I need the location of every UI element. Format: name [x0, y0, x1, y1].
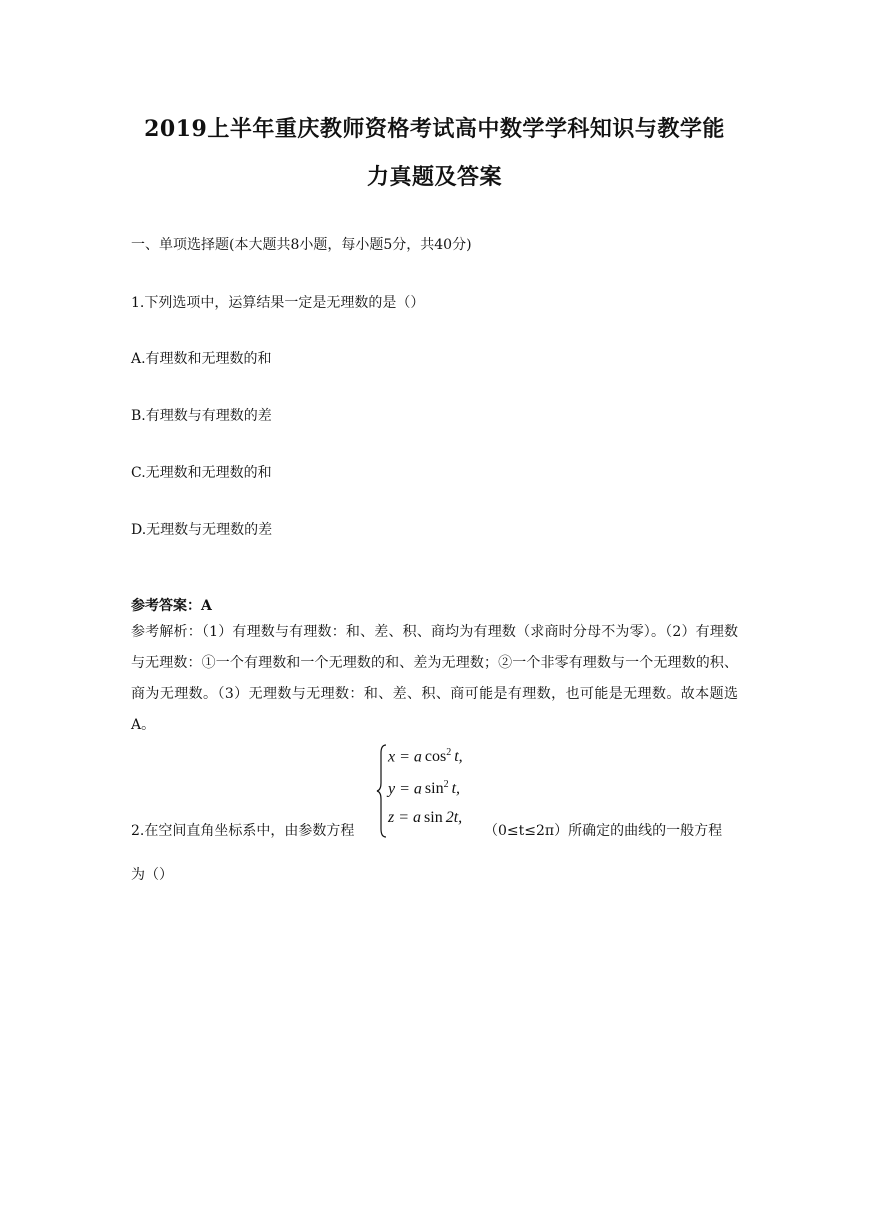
question-2-stem-after: （0≤t≤2π）所确定的曲线的一般方程	[484, 823, 723, 839]
question-1-option-c: C.无理数和无理数的和	[131, 465, 272, 481]
left-brace-icon	[376, 743, 388, 839]
document-title-line-1: 2019上半年重庆教师资格考试高中数学学科知识与教学能	[144, 116, 725, 142]
document-title-line-2: 力真题及答案	[366, 164, 502, 190]
equation-row-y: y = a $\sin^2 t$,	[388, 779, 461, 798]
parametric-equation-system	[376, 743, 476, 839]
question-1-option-b: B.有理数与有理数的差	[131, 408, 272, 424]
question-1-explanation: 参考解析：（1）有理数与有理数：和、差、积、商均为有理数（求商时分母不为零）。（2）有理数与无理数：①一个有理数和一个无理数的和、差为无理数；②一个非零有理数与一个无理数的积、商为无理数。（3）无理数与无理数：和、差、积、商可能是有理数，也可能是无理数。故本题选A。	[131, 624, 738, 733]
question-1-answer: 参考答案：A	[131, 598, 212, 614]
question-1-option-a: A.有理数和无理数的和	[131, 351, 272, 367]
question-2-stem-before: 2.在空间直角坐标系中，由参数方程	[131, 823, 355, 839]
equation-row-z: z = a sin 2t,	[388, 809, 463, 826]
section-heading: 一、单项选择题(本大题共8小题，每小题5分，共40分)	[131, 237, 472, 253]
question-2-stem-end: 为（）	[131, 867, 173, 883]
question-1-option-d: D.无理数与无理数的差	[131, 522, 273, 538]
question-1-stem: 1.下列选项中，运算结果一定是无理数的是（）	[131, 295, 425, 311]
equation-row-x: x = a $\cos^2 t$,	[388, 747, 463, 766]
